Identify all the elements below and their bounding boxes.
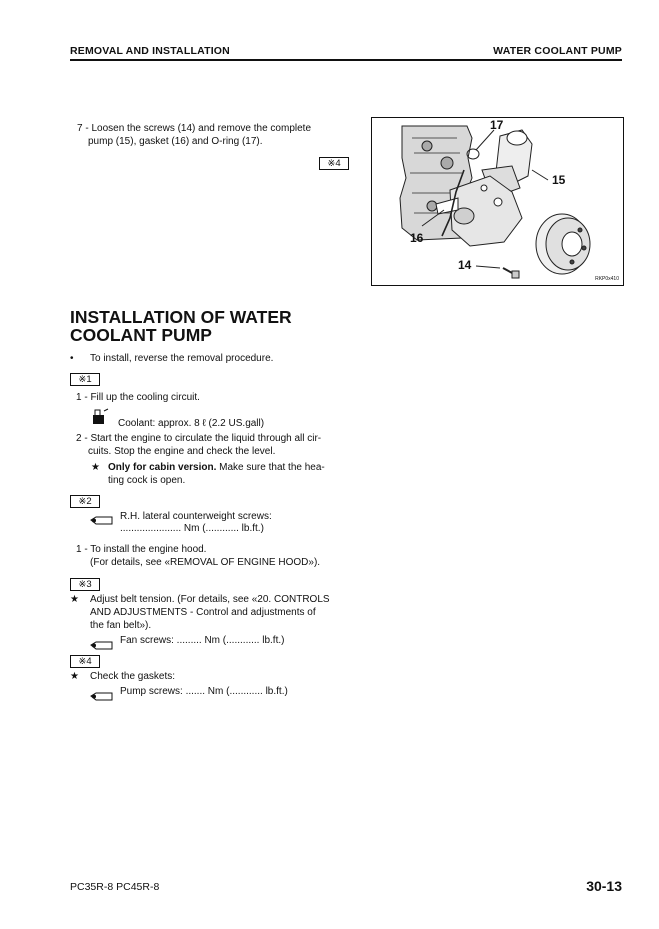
install-intro: To install, reverse the removal procedure.	[90, 353, 274, 364]
ref4-torque: Pump screws: ....... Nm (............ lb.ft.)	[120, 686, 288, 697]
figure-code: RKP0x410	[595, 276, 619, 282]
footer-models: PC35R-8 PC45R-8	[70, 881, 160, 893]
ref1-step2-line1: 2 - Start the engine to circulate the liquid through all cir-	[76, 433, 322, 444]
ref1-note-line2: ting cock is open.	[108, 475, 186, 486]
ref3-line1: Adjust belt tension. (For details, see «20. CONTROLS	[90, 594, 330, 605]
installation-title-line1: INSTALLATION OF WATER	[70, 307, 292, 327]
reference-tag-1: ※1	[70, 373, 100, 386]
coolant-icon	[91, 407, 111, 430]
ref1-note-rest: Make sure that the hea-	[216, 462, 325, 473]
ref2-torque-label: R.H. lateral counterweight screws:	[120, 511, 272, 522]
page-number: 30-13	[586, 878, 622, 894]
wrench-icon	[90, 512, 114, 530]
installation-title-line2: COOLANT PUMP	[70, 325, 212, 345]
wrench-icon	[90, 637, 114, 655]
ref2-step1: 1 - To install the engine hood.	[76, 544, 207, 555]
reference-tag-3: ※3	[70, 578, 100, 591]
ref4-line1: Check the gaskets:	[90, 671, 176, 682]
star-icon: ★	[70, 671, 79, 682]
ref1-note-bold: Only for cabin version.	[108, 462, 217, 473]
callout-16: 16	[410, 231, 424, 245]
star-icon: ★	[91, 462, 100, 473]
ref1-step1: 1 - Fill up the cooling circuit.	[76, 392, 200, 403]
step-7-line2: pump (15), gasket (16) and O-ring (17).	[88, 136, 263, 147]
ref2-torque-value: ...................... Nm (............ lb.ft.)	[120, 523, 264, 534]
reference-tag-4: ※4	[70, 655, 100, 668]
bullet-dot: •	[70, 353, 74, 364]
ref1-note-line1	[108, 461, 325, 475]
ref3-line3: the fan belt»).	[90, 620, 152, 631]
callout-15: 15	[552, 173, 566, 187]
section-header: REMOVAL AND INSTALLATION	[70, 45, 230, 57]
ref3-line2: AND ADJUSTMENTS - Control and adjustments of	[90, 607, 316, 618]
header-rule	[70, 59, 622, 61]
ref1-coolant: Coolant: approx. 8 ℓ (2.2 US.gall)	[118, 418, 265, 429]
callout-14: 14	[458, 258, 472, 272]
pump-figure	[371, 117, 624, 286]
ref1-step2-line2: cuits. Stop the engine and check the level.	[88, 446, 276, 457]
star-icon: ★	[70, 594, 79, 605]
reference-tag-2: ※2	[70, 495, 100, 508]
wrench-icon	[90, 688, 114, 706]
step-7-line1: 7 - Loosen the screws (14) and remove the complete	[77, 123, 312, 134]
ref3-torque: Fan screws: ......... Nm (............ lb.ft.)	[120, 635, 285, 646]
reference-tag-4: ※4	[319, 157, 349, 170]
ref2-step1-detail: (For details, see «REMOVAL OF ENGINE HOOD»).	[90, 557, 321, 568]
chapter-header: WATER COOLANT PUMP	[493, 45, 622, 57]
pump-illustration	[372, 118, 623, 285]
callout-17: 17	[490, 118, 504, 132]
